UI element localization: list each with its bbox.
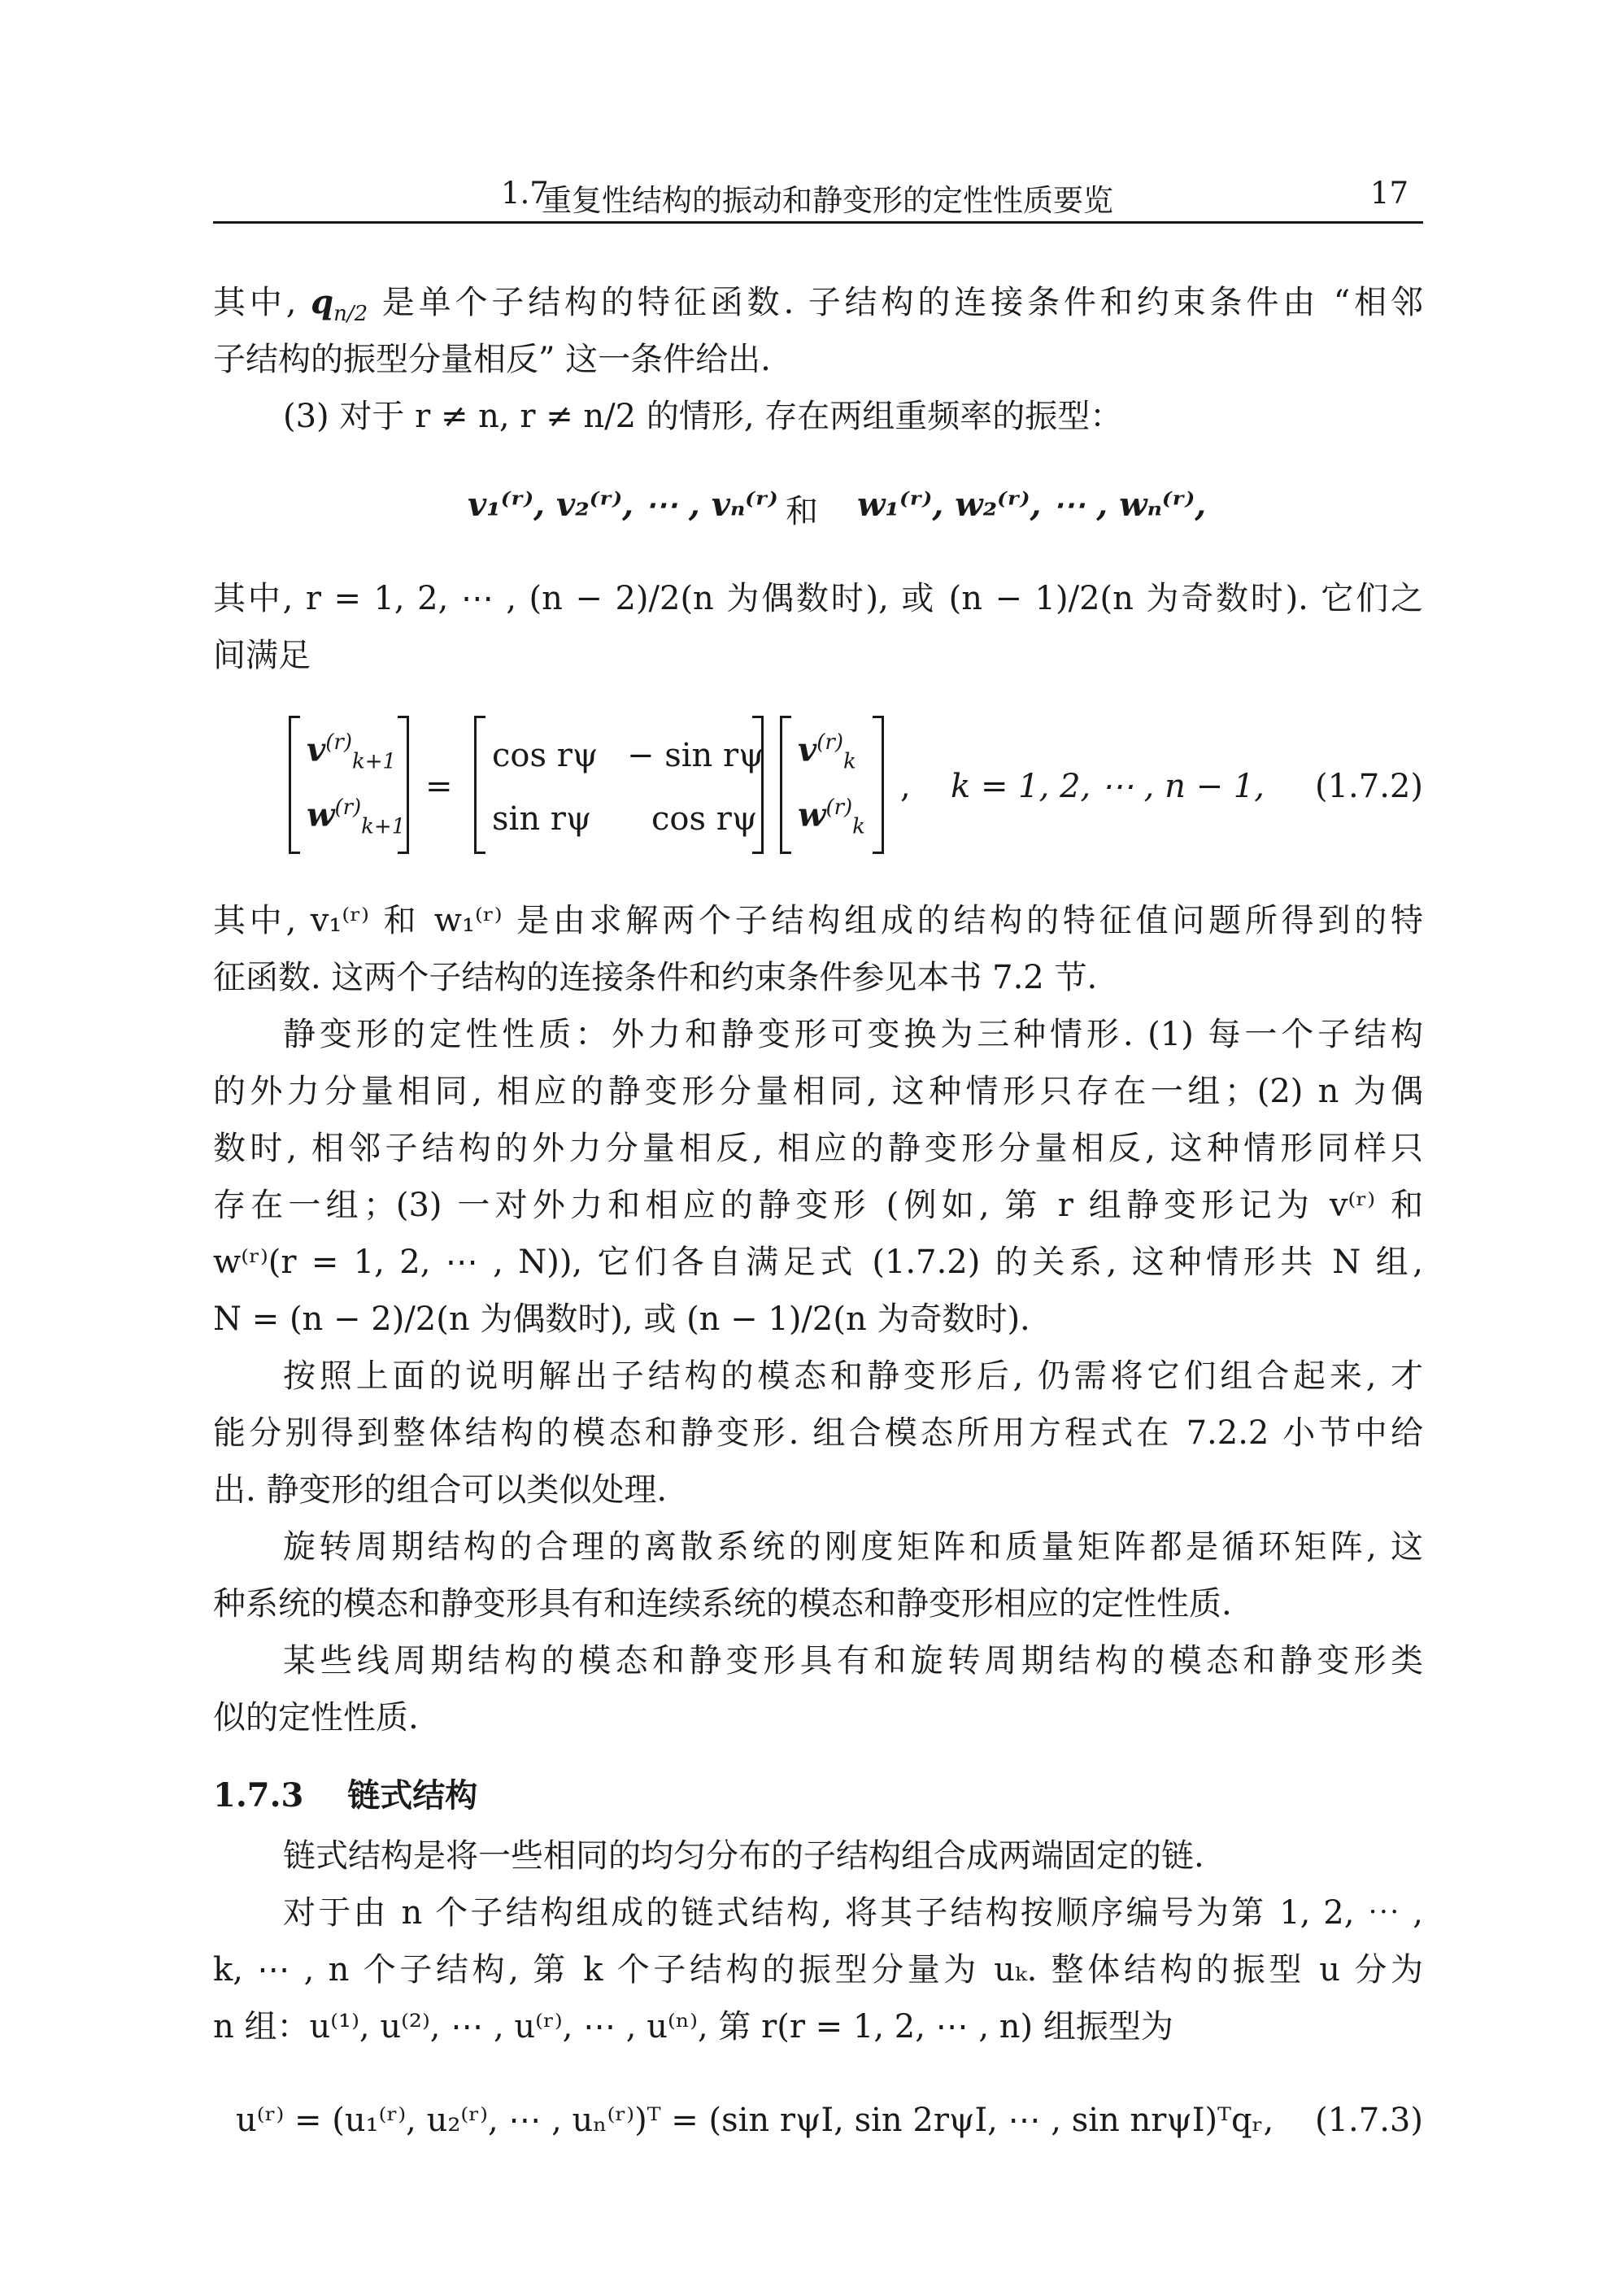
paragraph-line: 征函数. 这两个子结构的连接条件和约束条件参见本书 7.2 节.	[213, 959, 1098, 996]
subsection-number: 1.7.3	[213, 1776, 304, 1815]
equation-1-7-3: u⁽ʳ⁾ = (u₁⁽ʳ⁾, u₂⁽ʳ⁾, ⋯ , uₙ⁽ʳ⁾)ᵀ = (sin rψI, sin 2rψI, ⋯ , sin nrψI)ᵀqᵣ,	[236, 2102, 1274, 2139]
paragraph-line: 静变形的定性性质：外力和静变形可变换为三种情形. (1) 每一个子结构	[283, 1016, 1423, 1053]
paragraph-line: 其中, $q_{n/2}$ 是单个子结构的特征函数. 子结构的连接条件和约束条件由 “相邻	[213, 283, 1423, 326]
equation-v-vectors: v₁⁽ʳ⁾, v₂⁽ʳ⁾, ⋯ , vₙ⁽ʳ⁾	[468, 486, 778, 524]
rotation-matrix: cos rψ − sin rψ sin rψ cos rψ	[474, 716, 764, 854]
rhs-vector: $v^{(r)}_k$ $w^{(r)}_k$	[780, 716, 884, 854]
header-rule	[213, 221, 1423, 224]
paragraph-line: 某些线周期结构的模态和静变形具有和旋转周期结构的模态和静变形类	[283, 1642, 1423, 1680]
equals-sign: =	[425, 768, 453, 805]
paragraph-line: 似的定性性质.	[213, 1699, 419, 1736]
running-head	[213, 168, 1423, 216]
paragraph-line: 的外力分量相同, 相应的静变形分量相同, 这种情形只存在一组；(2) n 为偶	[213, 1073, 1423, 1110]
paragraph-line: 链式结构是将一些相同的均匀分布的子结构组合成两端固定的链.	[283, 1837, 1204, 1875]
equation-number-1-7-2: (1.7.2)	[1315, 768, 1423, 805]
paragraph-line: 其中, v₁⁽ʳ⁾ 和 w₁⁽ʳ⁾ 是由求解两个子结构组成的结构的特征值问题所得到的特	[213, 902, 1423, 939]
equation-condition: k = 1, 2, ⋯ , n − 1,	[951, 768, 1265, 805]
paragraph-line: N = (n − 2)/2(n 为偶数时), 或 (n − 1)/2(n 为奇数时).	[213, 1300, 1030, 1338]
paragraph-line: n 组：u⁽¹⁾, u⁽²⁾, ⋯ , u⁽ʳ⁾, ⋯ , u⁽ⁿ⁾, 第 r(r = 1, 2, ⋯ , n) 组振型为	[213, 2008, 1173, 2045]
book-page: 1.7 重复性结构的振动和静变形的定性性质要览 17 其中, $q_{n/2}$ 是单个子结构的特征函数. 子结构的连接条件和约束条件由 “相邻 子结构的振型分量相反” 这一条件给出. (3) 对于 r ≠ n, r ≠ n/2 的情形, 存在两组重频率的振型： v₁⁽ʳ⁾, v₂⁽ʳ⁾, ⋯ , vₙ⁽ʳ⁾ 和 w₁⁽ʳ⁾, w₂⁽ʳ⁾, ⋯ , wₙ⁽ʳ⁾, 其中, r = 1, 2, ⋯ , (n − 2)/2(n 为偶数时), 或 (n − 1)/2(n 为奇数时). 它们之 间满足 $v^{(r)}_{k+1}$ $w^{(r)}_{k+1}$ = cos rψ − sin rψ sin rψ cos rψ $v^{(r)}_k$ $w^{(r)}_k$ , k = 1, 2, ⋯ , n − 1, (1.7.2) 其中, v₁⁽ʳ⁾ 和 w₁⁽ʳ⁾ 是由求解两个子结构组成的结构的特征值问题所得到的特 征函数. 这两个子结构的连接条件和约束条件参见本书 7.2 节. 静变形的定性性质：外力和静变形可变换为三种情形. (1) 每一个子结构 的外力分量相同, 相应的静变形分量相同, 这种情形只存在一组；(2) n 为偶 数时, 相邻子结构的外力分量相反, 相应的静变形分量相反, 这种情形同样只 存在一组；(3) 一对外力和相应的静变形 (例如, 第 r 组静变形记为 v⁽ʳ⁾ 和 w⁽ʳ⁾(r = 1, 2, ⋯ , N)), 它们各自满足式 (1.7.2) 的关系, 这种情形共 N 组, N = (n − 2)/2(n 为偶数时), 或 (n − 1)/2(n 为奇数时). 按照上面的说明解出子结构的模态和静变形后, 仍需将它们组合起来, 才 能分别得到整体结构的模态和静变形. 组合模态所用方程式在 7.2.2 小节中给 出. 静变形的组合可以类似处理. 旋转周期结构的合理的离散系统的刚度矩阵和质量矩阵都是循环矩阵, 这 种系统的模态和静变形具有和连续系统的模态和静变形相应的定性性质. 某些线周期结构的模态和静变形具有和旋转周期结构的模态和静变形类 似的定性性质. 1.7.3 链式结构 链式结构是将一些相同的均匀分布的子结构组合成两端固定的链. 对于由 n 个子结构组成的链式结构, 将其子结构按顺序编号为第 1, 2, ⋯ , k, ⋯ , n 个子结构, 第 k 个子结构的振型分量为 uₖ. 整体结构的振型 u 分为 n 组：u⁽¹⁾, u⁽²⁾, ⋯ , u⁽ʳ⁾, ⋯ , u⁽ⁿ⁾, 第 r(r = 1, 2, ⋯ , n) 组振型为 u⁽ʳ⁾ = (u₁⁽ʳ⁾, u₂⁽ʳ⁾, ⋯ , uₙ⁽ʳ⁾)ᵀ = (sin rψI, sin 2rψI, ⋯ , sin nrψI)ᵀqᵣ, (1.7.3)	[0, 0, 1624, 2296]
paragraph-line: 出. 静变形的组合可以类似处理.	[213, 1471, 668, 1509]
paragraph-line: 按照上面的说明解出子结构的模态和静变形后, 仍需将它们组合起来, 才	[283, 1357, 1423, 1395]
paragraph-line: 旋转周期结构的合理的离散系统的刚度矩阵和质量矩阵都是循环矩阵, 这	[283, 1528, 1423, 1566]
paragraph-line: 数时, 相邻子结构的外力分量相反, 相应的静变形分量相反, 这种情形同样只	[213, 1130, 1423, 1167]
paragraph-line: k, ⋯ , n 个子结构, 第 k 个子结构的振型分量为 uₖ. 整体结构的振型 u 分为	[213, 1951, 1423, 1989]
subsection-heading	[213, 1770, 477, 1816]
page-number: 17	[1369, 176, 1408, 211]
section-title: 重复性结构的振动和静变形的定性性质要览	[542, 183, 1113, 218]
paragraph-line: (3) 对于 r ≠ n, r ≠ n/2 的情形, 存在两组重频率的振型：	[283, 398, 1123, 435]
paragraph-line: 种系统的模态和静变形具有和连续系统的模态和静变形相应的定性性质.	[213, 1585, 1232, 1623]
paragraph-line: 其中, r = 1, 2, ⋯ , (n − 2)/2(n 为偶数时), 或 (n − 1)/2(n 为奇数时). 它们之	[213, 580, 1423, 617]
paragraph-line: 子结构的振型分量相反” 这一条件给出.	[213, 341, 771, 378]
paragraph-line: w⁽ʳ⁾(r = 1, 2, ⋯ , N)), 它们各自满足式 (1.7.2) 的关系, 这种情形共 N 组,	[213, 1244, 1423, 1281]
paragraph-line: 对于由 n 个子结构组成的链式结构, 将其子结构按顺序编号为第 1, 2, ⋯ ,	[283, 1894, 1423, 1932]
paragraph-line: 间满足	[213, 637, 311, 674]
subsection-title: 链式结构	[347, 1776, 478, 1815]
paragraph-line: 存在一组；(3) 一对外力和相应的静变形 (例如, 第 r 组静变形记为 v⁽ʳ⁾ 和	[213, 1187, 1423, 1224]
lhs-vector: $v^{(r)}_{k+1}$ $w^{(r)}_{k+1}$	[289, 716, 409, 854]
equation-number-1-7-3: (1.7.3)	[1315, 2102, 1423, 2139]
paragraph-line: 能分别得到整体结构的模态和静变形. 组合模态所用方程式在 7.2.2 小节中给	[213, 1414, 1423, 1452]
section-number: 1.7	[501, 176, 549, 211]
equation-w-vectors: w₁⁽ʳ⁾, w₂⁽ʳ⁾, ⋯ , wₙ⁽ʳ⁾,	[857, 486, 1207, 524]
equation-and: 和	[786, 493, 818, 530]
